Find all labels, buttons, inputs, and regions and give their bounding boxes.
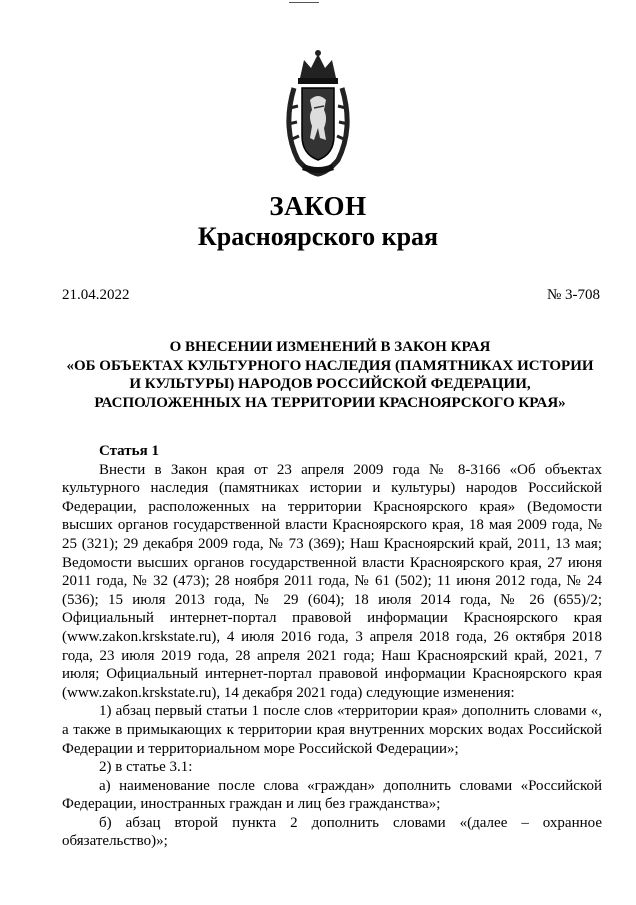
heading-line: РАСПОЛОЖЕННЫХ НА ТЕРРИТОРИИ КРАСНОЯРСКОГО КРАЯ» xyxy=(94,394,566,411)
paragraph: а) наименование после слова «граждан» дополнить словами «Российской Федерации, иностранных граждан и лиц без гражданства»; xyxy=(62,777,602,813)
top-rule xyxy=(289,2,319,3)
heading-line: И КУЛЬТУРЫ) НАРОДОВ РОССИЙСКОЙ ФЕДЕРАЦИИ, xyxy=(129,376,531,392)
document-number: № 3-708 xyxy=(546,287,600,303)
paragraph: 2) в статье 3.1: xyxy=(99,759,193,776)
paragraph: 1) абзац первый статьи 1 после слов «территории края» дополнить словами «, а также в примыкающих к территории края внутренних морских водах Российской Федерации и территориальном море Российской Федерации»; xyxy=(62,703,602,757)
document-date: 21.04.2022 xyxy=(62,287,130,303)
document-body xyxy=(62,442,602,851)
heading-line: О ВНЕСЕНИИ ИЗМЕНЕНИЙ В ЗАКОН КРАЯ xyxy=(169,339,491,355)
heading-line: «ОБ ОБЪЕКТАХ КУЛЬТУРНОГО НАСЛЕДИЯ (ПАМЯТНИКАХ ИСТОРИИ xyxy=(66,357,594,374)
article-title: Статья 1 xyxy=(99,443,159,459)
document-subtitle: Красноярского края xyxy=(197,222,439,251)
document-title: ЗАКОН xyxy=(269,191,367,221)
paragraph: Внести в Закон края от 23 апреля 2009 года № 8-3166 «Об объектах культурного наследия (памятниках истории и культуры) народов Российской Федерации, расположенных на территории Красноярского края» (Ведомости высших органов государственной власти Красноярского края, 18 мая 2009 года, № 25 (321); 29 декабря 2009 года, № 73 (369); Наш Красноярский край, 2011, 13 мая; Ведомости высших органов государственной власти Красноярского края, 27 июня 2011 года, № 32 (473); 28 ноября 2011 года, № 61 (502); 11 июня 2012 года, № 24 (536); 15 июля 2013 года, № 29 (604); 18 июля 2014 года, № 26 (655)/2; Официальный интернет-портал правовой информации Красноярского края (www.zakon.krskstate.ru), 4 июля 2016 года, 3 апреля 2018 года, 26 октября 2018 года, 23 июля 2019 года, 28 апреля 2021 года; Наш Красноярский край, 2021, 7 июля; Официальный интернет-портал правовой информации Красноярского края (www.zakon.krskstate.ru), 14 декабря 2021 года) следующие изменения: xyxy=(62,461,602,701)
coat-of-arms-icon xyxy=(280,48,356,178)
paragraph: б) абзац второй пункта 2 дополнить словами «(далее – охранное обязательство)»; xyxy=(62,814,602,850)
law-heading xyxy=(56,338,604,412)
